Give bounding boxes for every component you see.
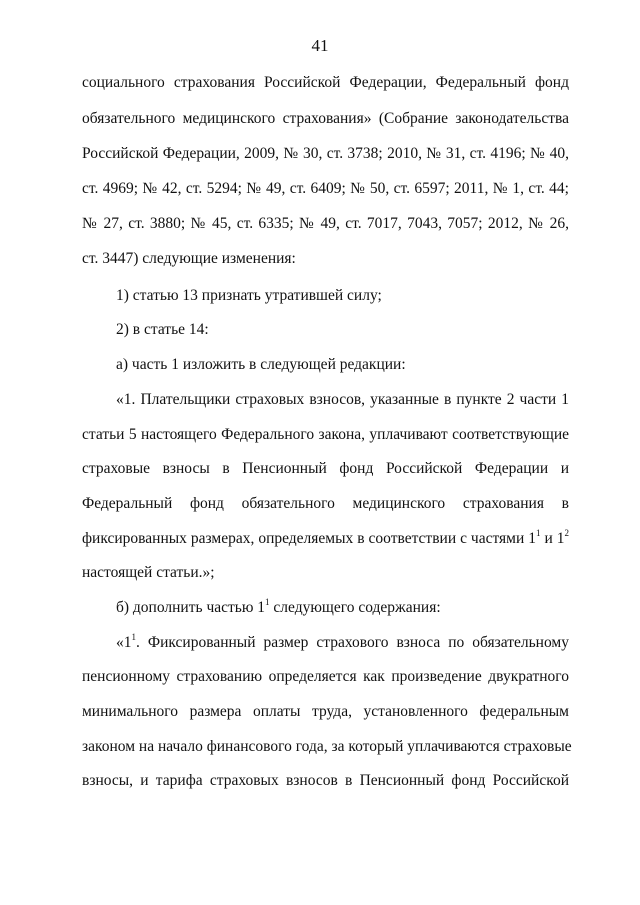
text-line: ст. 3447) следующие изменения: — [82, 250, 296, 267]
superscript: 2 — [564, 528, 569, 538]
text-line: минимального размера оплаты труда, установленного федеральным — [82, 703, 569, 720]
list-item: а) часть 1 изложить в следующей редакции: — [116, 356, 406, 373]
superscript: 1 — [265, 597, 270, 607]
text-line: статьи 5 настоящего Федерального закона, уплачивают соответствующие — [82, 426, 569, 443]
text-line-with-superscript — [116, 598, 569, 618]
text-fragment: фиксированных размерах, определяемых в соответствии с частями 1 — [82, 530, 537, 547]
superscript: 1 — [131, 632, 136, 642]
text-line: «1. Плательщики страховых взносов, указанные в пункте 2 части 1 — [116, 391, 569, 408]
text-line: взносы, и тарифа страховых взносов в Пенсионный фонд Российской — [82, 772, 569, 789]
text-fragment: «1 — [116, 634, 132, 651]
text-line: настоящей статьи.»; — [82, 564, 215, 581]
text-line: Федеральный фонд обязательного медицинского страхования в — [82, 495, 569, 512]
text-line: № 27, ст. 3880; № 45, ст. 6335; № 49, ст. 7017, 7043, 7057; 2012, № 26, — [82, 215, 569, 232]
text-fragment: б) дополнить частью 1 — [116, 599, 266, 616]
text-line-with-superscripts — [82, 529, 569, 549]
list-item: 2) в статье 14: — [116, 321, 209, 338]
text-fragment: следующего содержания: — [269, 599, 441, 616]
text-fragment: и 1 — [540, 530, 565, 547]
text-line: пенсионному страхованию определяется как произведение двукратного — [82, 668, 569, 685]
text-line: обязательного медицинского страхования» (Собрание законодательства — [82, 110, 569, 127]
text-line: страховые взносы в Пенсионный фонд Российской Федерации и — [82, 460, 569, 477]
text-line: Российской Федерации, 2009, № 30, ст. 3738; 2010, № 31, ст. 4196; № 40, — [82, 145, 569, 162]
text-fragment: . Фиксированный размер страхового взноса по обязательному — [136, 634, 569, 651]
page-number: 41 — [311, 36, 329, 55]
text-line: законом на начало финансового года, за который уплачиваются страховые — [82, 738, 572, 755]
superscript: 1 — [536, 528, 541, 538]
text-line: социального страхования Российской Федерации, Федеральный фонд — [82, 74, 569, 91]
text-line: ст. 4969; № 42, ст. 5294; № 49, ст. 6409; № 50, ст. 6597; 2011, № 1, ст. 44; — [82, 180, 569, 197]
text-line-with-superscript — [116, 633, 569, 653]
list-item: 1) статью 13 признать утратившей силу; — [116, 287, 382, 304]
